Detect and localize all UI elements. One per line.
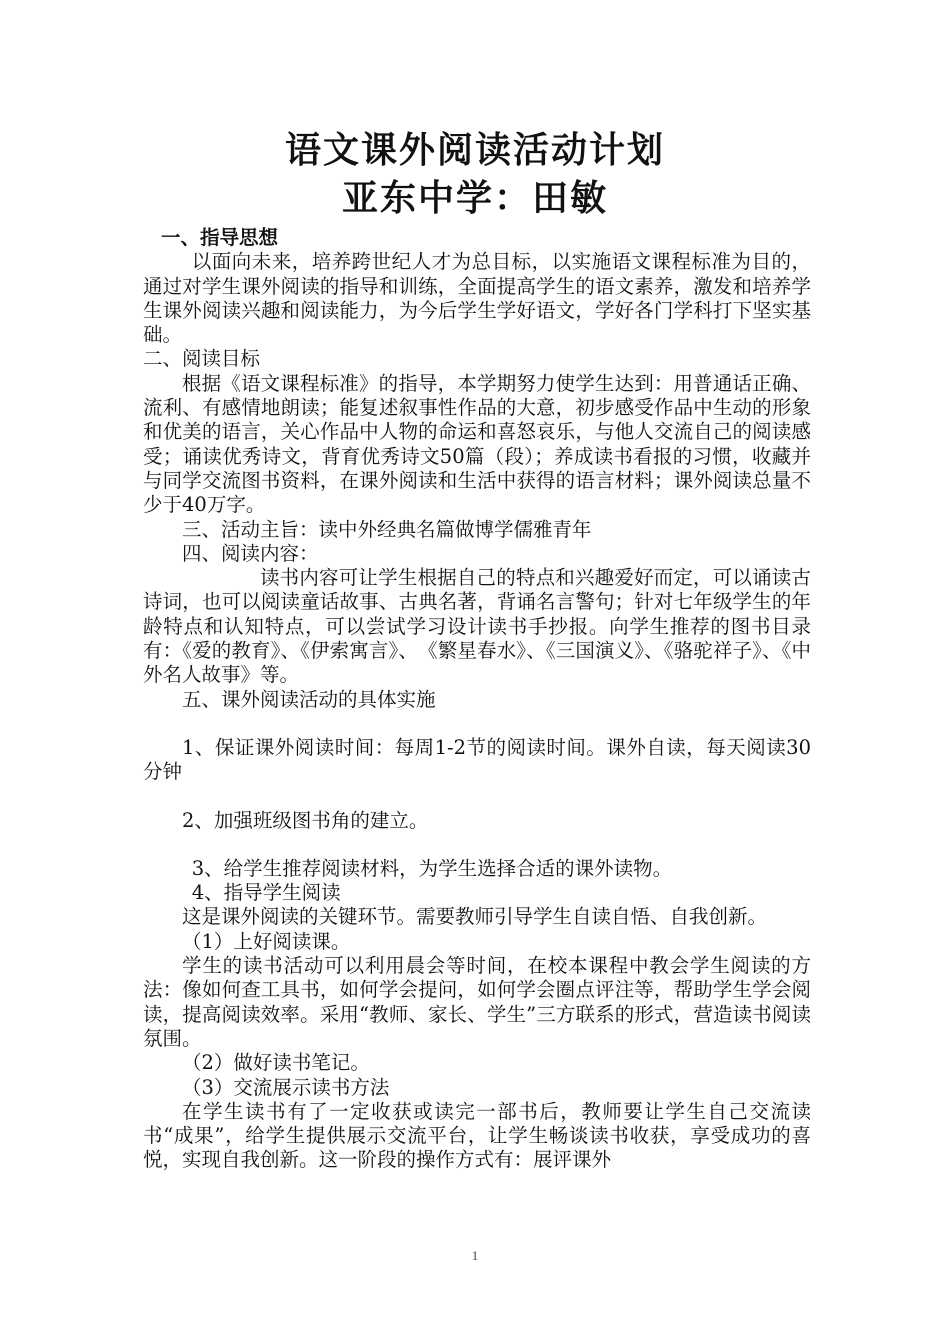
paragraph-share-methods: 在学生读书有了一定收获或读完一部书后，教师要让学生自己交流读书“成果”，给学生提供展示交流平台，让学生畅谈读书收获，享受成功的喜悦，实现自我创新。这一阶段的操作方式有：展评课外 (143, 1099, 811, 1172)
page-number: 1 (471, 1248, 479, 1263)
sub-item-reading-class: （1）上好阅读课。 (182, 929, 351, 953)
section-heading-reading-content: 四、阅读内容： (182, 541, 319, 565)
paragraph-reading-goals: 根据《语文课程标准》的指导，本学期努力使学生达到：用普通话正确、流利、有感情地朗读；能复述叙事性作品的大意，初步感受作品中生动的形象和优美的语言，关心作品中人物的命运和喜怒哀乐，与他人交流自己的阅读感受；诵读优秀诗文，背育优秀诗文50篇（段）；养成读书看报的习惯，收藏并与同学交流图书资料，在课外阅读和生活中获得的语言材料；课外阅读总量不少于40万字。 (143, 371, 811, 517)
document-author-line: 亚东中学：田敏 (341, 177, 608, 219)
section-heading-guiding-thought: 一、指导思想 (161, 226, 279, 249)
blank-line (143, 712, 811, 736)
section-activity-theme: 三、活动主旨：读中外经典名篇做博学儒雅青年 (182, 517, 592, 541)
sub-item-reading-notes: （2）做好读书笔记。 (182, 1051, 370, 1075)
section-heading-implementation: 五、课外阅读活动的具体实施 (182, 687, 436, 711)
paragraph-guide-reading: 这是课外阅读的关键环节。需要教师引导学生自读自悟、自我创新。 (182, 905, 768, 929)
section-heading-reading-goals: 二、阅读目标 (143, 347, 261, 371)
sub-item-share-methods: （3）交流展示读书方法 (182, 1075, 390, 1099)
blank-line (143, 785, 811, 809)
paragraph-reading-class: 学生的读书活动可以利用晨会等时间，在校本课程中教会学生阅读的方法：像如何查工具书，如何学会提问，如何学会圈点评注等，帮助学生学会阅读，提高阅读效率。采用“教师、家长、学生”三方联系的形式，营造读书阅读氛围。 (143, 954, 811, 1050)
list-item-reading-time: 1、保证课外阅读时间：每周1-2节的阅读时间。课外自读，每天阅读30分钟 (143, 735, 811, 784)
document-title: 语文课外阅读活动计划 (284, 129, 665, 171)
paragraph-guiding-thought: 以面向未来，培养跨世纪人才为总目标，以实施语文课程标准为目的，通过对学生课外阅读的指导和训练，全面提高学生的语文素养，激发和培养学生课外阅读兴趣和阅读能力，为今后学生学好语文，学好各门学科打下坚实基础。 (143, 250, 811, 347)
list-item-recommend-materials: 3、给学生推荐阅读材料，为学生选择合适的课外读物。 (191, 856, 673, 880)
paragraph-reading-content: 读书内容可让学生根据自己的特点和兴趣爱好而定，可以诵读古诗词，也可以阅读童话故事、古典名著，背诵名言警句；针对七年级学生的年龄特点和认知特点，可以尝试学习设计读书手抄报。向学生推荐的图书目录有：《爱的教育》、《伊索寓言》、 《繁星春水》、《三国演义》、《骆驼祥子》、《中外名人故事》等。 (143, 566, 811, 687)
document-body (143, 226, 811, 1173)
list-item-book-corner: 2、加强班级图书角的建立。 (182, 808, 429, 832)
list-item-guide-reading: 4、指导学生阅读 (191, 881, 341, 905)
blank-line (143, 833, 811, 857)
